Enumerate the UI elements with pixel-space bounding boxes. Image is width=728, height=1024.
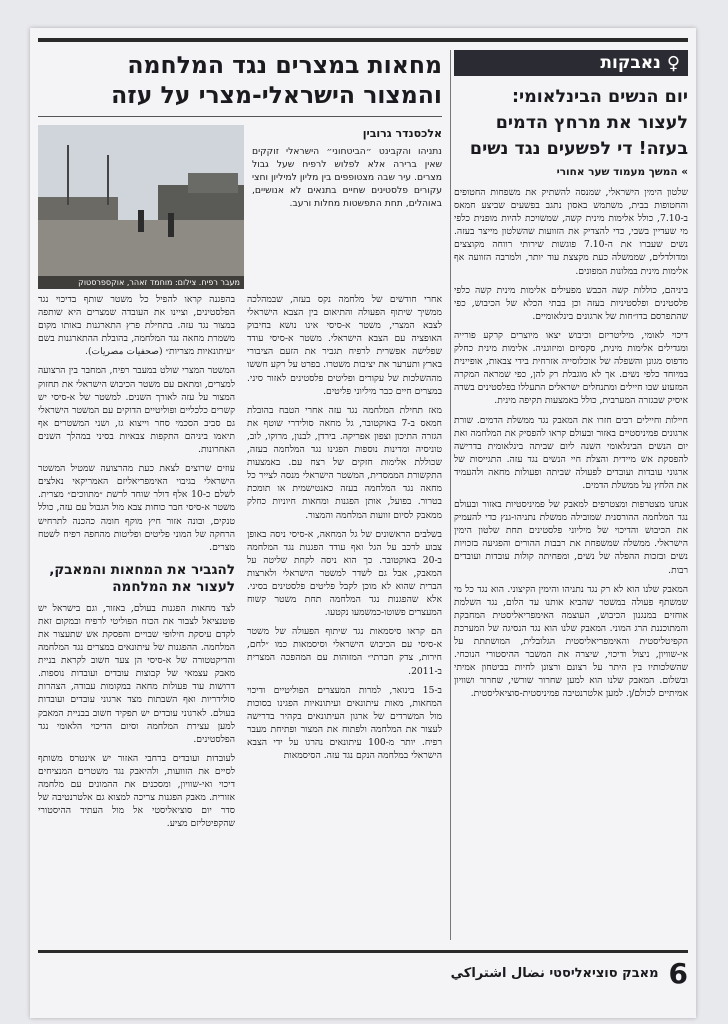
title-line: מחאות במצרים נגד המלחמה — [127, 51, 442, 79]
paragraph: עוזים שרוצים לצאת כעת מהרצועה שמטיל המשטר הישראלי בגיבוי האימפריאליזם האמריקאי נאלצים לשלם כ-10 אלף דולר שוחד לרשת ״מתווכים״ מצרית. משטר א-סיסי חבר כוחות צבא מול הגבול עם עזה, כולל טנקים, ובונה אזור חיץ מוקף חומה כהכנה לתרחיש הרחקה של המוני פליטים ופליטות מהחפה רפיח לשטח מצרים. — [38, 463, 235, 553]
paragraph: חיילות וחיילים רבים חזרו את המאבק נגד ממשלת הדמים. שורת ארגונים פמיניסטיים באזור ובעולם קראו להפסיק את המלחמה ואת יום הנשים הבינלאומי השנה ליום שביתה בינלאומית בדרישה להפסקת אש מיידית והצלת חיי הנשים נגד עזה. התגייסות של ארגוני עובדות ועובדים לפעולה שביתה ופעולות מחאה ולהעמיד את הלחץ על ממשלת הדמים. — [454, 414, 688, 491]
paragraph: הם קראו סיסמאות נגד שיתוף הפעולה של משטר א-סיסי עם הכיבוש הישראלי וסיסמאות כמו ״לחם, חירות, צדק חברתי״ המזוהות עם המהפכה המצרית ב-2011. — [247, 626, 442, 677]
right-article — [454, 50, 688, 940]
paragraph: אנחנו מצטרפות ומצטרפים למאבק של פמיניסטיות באזור ובעולם נגד המלחמה ההורסנית שמובילה ממשלת נתניהו-גנץ כדי להעמיק את הכיבוש והדיכוי של מיליוני פלסטינים תחת שלטון הימין הישראלי. ממשלה שמשפחת את רבבות ההורים והפגיעה בזכויות נשים ובזכות ההפלה של נשים, ומפחיתה קולות עובדות ועובדים רבות. — [454, 499, 688, 576]
left-article-title — [38, 50, 442, 110]
paragraph: ב-15 בינואר, למרות המעצרים הפוליטיים ודיכוי המחאות, מאות עיתונאים ועיתונאיות הפגינו בסוכות מול המשרדים של ארגון העיתונאים בקהיר בדרישה לעצור את המלחמה ולפתוח את המצור ופתיחת מעבר רפיח. יותר מ-100 עיתונאים נהרגו על ידי הצבא הישראלי במלחמה הנקם נגד עזה. הסיסמאות — [247, 684, 442, 762]
title-line: יום הנשים הבינלאומי: — [511, 87, 688, 107]
paragraph: המאבק שלנו הוא לא רק נגד נתניהו והימין הקיצוני. הוא נגד כל מי שמשתף פעולה במשטר שהביא אותנו עד הלום, נגד השלמת אוחזים במנגנון הכיבוש, העוצמה האימפריאליסטית המחבקת והמתוכננת הרג המוני. המאבק שלנו הוא נגד הנסיגה של המערכת הקפיטליסטית והאימפריאליסטית הגלובלית, המושתתת על אי-שוויון, ניצול ודיכוי, שיצרה את המשבר ההיסטורי הנוכחי. שהשלכותיו בין היתר על רצונם ורצונן לחיות בביטחון אמיתי ובשלום. המאבק שלנו הוא למען שחרור שורשי, שחרור ושוויון אמיתיים לכולם/ן. למען אלטרנטיבה פמיניסטית-סוציאליסטית. — [454, 583, 688, 700]
top-rule — [38, 38, 688, 42]
photo-caption: מעבר רפיח. צילום: מוחמד זאהר, אוקספרסטוק — [38, 276, 244, 289]
photo-scene — [38, 125, 244, 289]
column-1 — [247, 293, 442, 768]
paragraph: אחרי חודשים של מלחמה נקס בעזה, שבמהלכה ממשיך שיתוף הפעולה והתיאום בין הצבא הישראלי לצבא המצרי, משטר א-סיסי אינו נושא בחיבוק האופציה עם הצבא הישראלי. משטר א-סיסי עודד שפלישה אפשרית לרפיח תגביר את הזעם הציבורי בארץ ותערער את יציבות משטרו. בפרט על רקע חששו מההשלכות של עקורים ופליטים פלסטינים לאזור סיני. במצרים חיים כבר מיליוני פליטים. — [247, 294, 442, 397]
newspaper-page — [30, 28, 696, 1018]
subheading: להגביר את המחאות והמאבק, לעצור את המלחמה — [49, 561, 235, 595]
author: אלכסנדר גרובין — [362, 127, 442, 140]
column-divider — [450, 50, 451, 940]
continued-note[interactable]: » המשך מעמוד שער אחורי — [556, 166, 688, 178]
publication-name: מאבק סוציאליסטי نضال اشتراكي — [450, 965, 659, 981]
footer — [38, 958, 688, 988]
right-article-title — [454, 84, 688, 162]
title-line: והמצור הישראלי-מצרי על עזה — [111, 81, 442, 109]
paragraph: לצד מחאות הפגנות בעולם, באזור, וגם בישראל יש פוטנציאל לצבור את הכוח הפוליטי לרפיח ובמקום זאת לקדם עיסקת חילופי שבויים והפסקת אש שתעצור את המלחמה. ההפגנות של עיתונאים במצרים נגד המלחמה והדיקטטורה של א-סיסי הן צעד חשוב לקראת בניית מאבק עצמאי של קבוצות עובדים ועובדות נוספות. דרושות עוד פעולות מחאה במקומות עבודה, הצהרות סולידריות ואף השבתות מצד ארגוני עובדים ועובדות בעולם. לארגוני עובדים יש תפקיד חשוב בבניית המאבק למען עצירת המלחמה וסיום הדיכוי הלאומי נגד הפלסטינים. — [38, 602, 235, 745]
title-line: לעצור את מרחץ הדמים — [495, 113, 688, 133]
section-label: נאבקות — [600, 53, 661, 73]
paragraph: שלטון הימין הישראלי, שמנסה להשתיק את משפחות החטופים והחטופות בבית, משתמש באסון נתגב בפשעים שביצע חמאס ב-7.10, כולל אלימות מינית קשה, שמשויכת להיות מופנית כלפי מי שעדיין בשבי, כדי להצדיק את הזוועות שהשלטון מייצר בעזה. נשים שעברו את ה-7.10 פוגשות שירותי רווחה מקוצצים ומדולדלים, שממשלה כעת מקצצת עוד יותר, ולמרבה הזוועה אף אלימות מינית במלונות המפונים. — [454, 187, 689, 277]
column-2 — [38, 293, 235, 836]
page-number: 6 — [668, 956, 688, 990]
paragraph: מאז תחילת המלחמה נגד עזה אחרי הטבח בהובלת חמאס ב-7 באוקטובר, גל מחאה סולידרי שוטף את הגזרה התיכון וצפון אפריקה. בירדן, לבנון, מרוקו, לוב, טוניסיה ומדינות נוספות הפגינו נגד המלחמה בעזה, שכוללת אלימות חזקים של רצח עם. באמצעות התקשורת הממסדית, המשטר הישראלי מנסה לצייר כל מחאה נגד המלחמה בעזה כאנטישמית או תומכת בטרור. בפועל, אותן הפגנות ומחאות חיוניות כחלק ממאבק לסיום זוועות המלחמה והמצור. — [247, 404, 442, 521]
title-line: בעזה! די לפשעים נגד נשים — [469, 139, 688, 159]
paragraph: בשלבים הראשונים של גל המחאה, א-סיסי ניסה באופן צבוע לרכב על הגל ואף עודד הפגנות נגד המלחמה ב-20 באוקטובר. כך הוא ניסה לקחת שליטה על המאבק, אבל גם לשדר למשטר הישראלי ולארצות הברית שהוא לא מוכן לקבל פליטים פלסטינים בסיני. אלא שהפגנות נגד המלחמה תחת משטר קשוח המעצרים פשוטו-כמשמעו נקטעו. — [247, 528, 442, 619]
paragraph: בהפגנה קראו להפיל כל משטר שותף בדיכוי נגד הפלסטינים, וציינו את העובדה שמצרים היא שותפה במצור נגד עזה. בתחילת פרץ התארגנות באותו מקום משמרת מחאה נגד המלחמה, בהובלת ההתארגנות בשם ״עיתונאיות מצריות״ (صحفيات مصريات). — [38, 294, 235, 358]
paragraph: המשטר המצרי שולט במעבר רפיח, המחבר בין הרצועה למצרים, ומתאם עם משטר הכיבוש הישראלי את תחזוק המצור על עזה לאורך השנים. למשטר של א-סיסי יש קשרים כלכליים ופוליטיים הדוקים עם המשטר הישראלי גם סביב הסכמי סחר וייצוא גז, ושני המשטרים אף תיאמו ביניהם התקפות צבאיות בסיני במהלך השנים האחרונות. — [38, 365, 235, 456]
title-rule — [38, 116, 442, 117]
paragraph: ביניהם, כוללות קשה הכבש מפעילים אלימות מינית קשה כלפי פלסטינים ופלסטיניות בעזה וכן בבתי הכלא של הכיבוש, כפי שהתפרסם בדו״חות של ארגונים בינלאומיים. — [454, 284, 688, 322]
paragraph: דיכוי לאומי, מיליטריזם וכיבוש יצאו מיוצרים קרקע פורייה ומגדילים אלימות מינית, סקסיזם ומיזוגניה. אלימות מינית כחלק מדפוס מגונן והשפלה של אוכלוסייה אזרחית בידי צבאות, אופיינית במיוחד כלפי נשים. אך לא מוגבלת רק להן, כפי שמראה המקרה המזעזע שבו חיילים ומתנחלים ישראלים התעללו בפלסטינים בשדה איסיק שבגזרה המערבית, כולל באמצעות תקיפה מינית. — [454, 329, 688, 407]
lead-paragraph: נתניהו והקבינט ״הביטחוני״ הישראלי זוקקים שאין ברירה אלא לפלוש לרפיח שעל גבול מצרים. עיר שבה מצטופפים בין מליון למיליון וחצי עקורים פלסטינים שחיים בתנאים לא אנושיים, באוהלים, תחת התפשטות מחלות ורעב. — [252, 146, 442, 209]
venus-fist-icon: ♀ — [666, 52, 680, 74]
paragraph: לעובדות ועובדים ברחבי האזור יש אינטרס משותף לסיים את הזוועות, ולהיאבק נגד משטרים המנציחים דיכוי ואי-שוויון, ומסכנים את ההמונים עם מלחמה אזורית. מאבק הפגנות צריכה למצוא גם אלטרנטיבה של סדר יום סוציאליסטי אל מול העתיד ההיסטורי שהקפיטליזם מציע. — [38, 752, 235, 830]
left-article — [38, 50, 442, 940]
rafah-crossing-photo — [38, 125, 244, 289]
section-header — [454, 50, 688, 76]
bottom-rule — [38, 950, 688, 953]
